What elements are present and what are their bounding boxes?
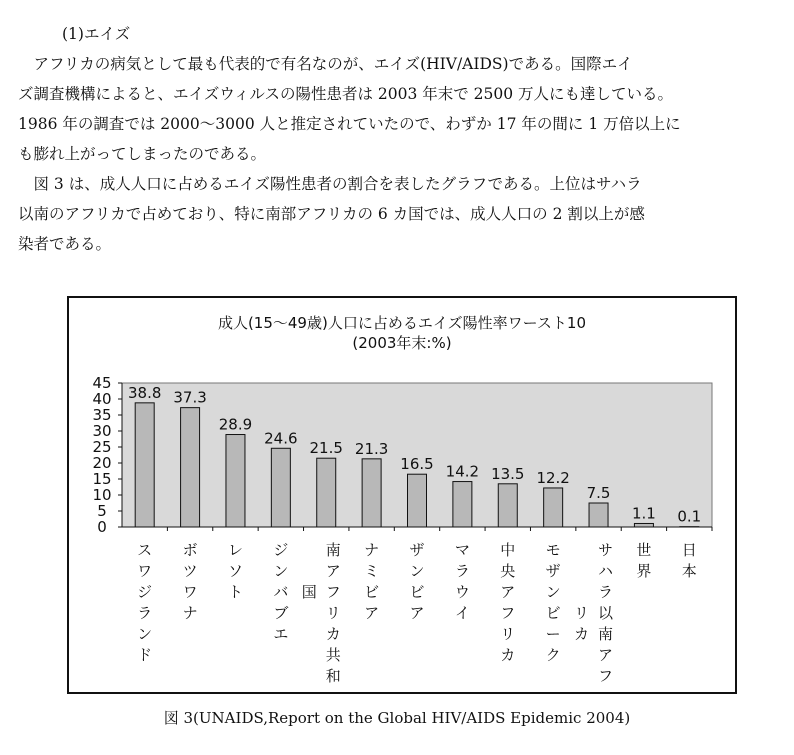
x-category-label: ザンビア bbox=[409, 541, 425, 622]
paragraph-2-line-2: 以南のアフリカで占めており、特に南部アフリカの 6 カ国では、成人人口の 2 割以上が感 bbox=[18, 205, 645, 223]
data-label: 38.8 bbox=[127, 383, 162, 402]
chart-title: 成人(15〜49歳)人口に占めるエイズ陽性率ワースト10 bbox=[217, 314, 587, 332]
y-tick-label: 30 bbox=[92, 422, 112, 440]
y-tick-label: 15 bbox=[92, 470, 112, 488]
paragraph-1-line-2: ズ調査機構によると、エイズウィルスの陽性患者は 2003 年末で 2500 万人にも達している。 bbox=[18, 85, 674, 103]
data-label: 13.5 bbox=[491, 464, 525, 483]
x-category-label: サハラ以南アフリカ bbox=[574, 541, 614, 685]
bar bbox=[453, 482, 472, 527]
data-label: 7.5 bbox=[586, 484, 611, 502]
data-label: 28.9 bbox=[218, 415, 253, 434]
bar bbox=[362, 459, 381, 527]
y-tick-label: 10 bbox=[92, 486, 112, 504]
y-tick-label: 45 bbox=[92, 374, 112, 392]
x-category-label: ジンバブエ bbox=[273, 541, 289, 643]
x-category-label: モザンビーク bbox=[545, 541, 561, 664]
paragraph-1-line-4: も膨れ上がってしまったのである。 bbox=[18, 145, 267, 163]
bar bbox=[498, 484, 517, 527]
data-label: 24.6 bbox=[264, 429, 298, 448]
bar bbox=[271, 448, 290, 527]
paragraph-1-line-3: 1986 年の調査では 2000〜3000 人と推定されていたので、わずか 17 年の間に 1 万倍以上に bbox=[18, 115, 681, 133]
bar bbox=[408, 474, 427, 527]
bar bbox=[634, 523, 653, 527]
x-category-label: レソト bbox=[227, 541, 243, 601]
bar bbox=[135, 403, 154, 527]
y-tick-label: 35 bbox=[92, 406, 112, 424]
x-category-label: スワジランド bbox=[137, 541, 153, 664]
data-label: 1.1 bbox=[631, 504, 656, 523]
paragraph-2-line-3: 染者である。 bbox=[18, 235, 112, 253]
data-label: 14.2 bbox=[445, 462, 480, 481]
figure-caption: 図 3(UNAIDS,Report on the Global HIV/AIDS Epidemic 2004) bbox=[163, 709, 631, 727]
x-category-label: 南アフリカ共和国 bbox=[301, 541, 341, 685]
chart-subtitle: (2003年末:%) bbox=[352, 334, 452, 352]
data-label: 16.5 bbox=[400, 455, 434, 474]
bar-chart bbox=[69, 298, 735, 692]
x-category-label: 日本 bbox=[681, 541, 697, 580]
figure-frame bbox=[67, 296, 737, 694]
paragraph-1-line-1: アフリカの病気として最も代表的で有名なのが、エイズ(HIV/AIDS)である。国際エイ bbox=[18, 55, 633, 73]
x-category-label: マラウイ bbox=[454, 541, 470, 622]
y-tick-label: 25 bbox=[92, 438, 112, 456]
bar bbox=[317, 458, 336, 527]
x-category-label: 中央アフリカ bbox=[500, 541, 516, 664]
y-tick-label: 20 bbox=[92, 454, 112, 472]
x-category-label: 世界 bbox=[636, 541, 652, 580]
section-title: (1)エイズ bbox=[62, 25, 131, 43]
bar bbox=[181, 408, 200, 527]
y-tick-label: 40 bbox=[92, 390, 112, 408]
bar bbox=[226, 435, 245, 527]
bar bbox=[589, 503, 608, 527]
x-category-label: ナミビア bbox=[364, 541, 380, 622]
y-tick-label: 0 bbox=[97, 518, 107, 536]
bar bbox=[544, 488, 563, 527]
data-label: 21.3 bbox=[354, 439, 389, 458]
data-label: 12.2 bbox=[536, 468, 570, 487]
paragraph-2-line-1: 図 3 は、成人人口に占めるエイズ陽性患者の割合を表したグラフである。上位はサハラ bbox=[18, 175, 642, 193]
data-label: 21.5 bbox=[309, 439, 343, 458]
x-category-label: ボツワナ bbox=[182, 541, 198, 622]
data-label: 37.3 bbox=[173, 388, 207, 407]
y-tick-label: 5 bbox=[97, 502, 107, 520]
data-label: 0.1 bbox=[677, 507, 702, 526]
